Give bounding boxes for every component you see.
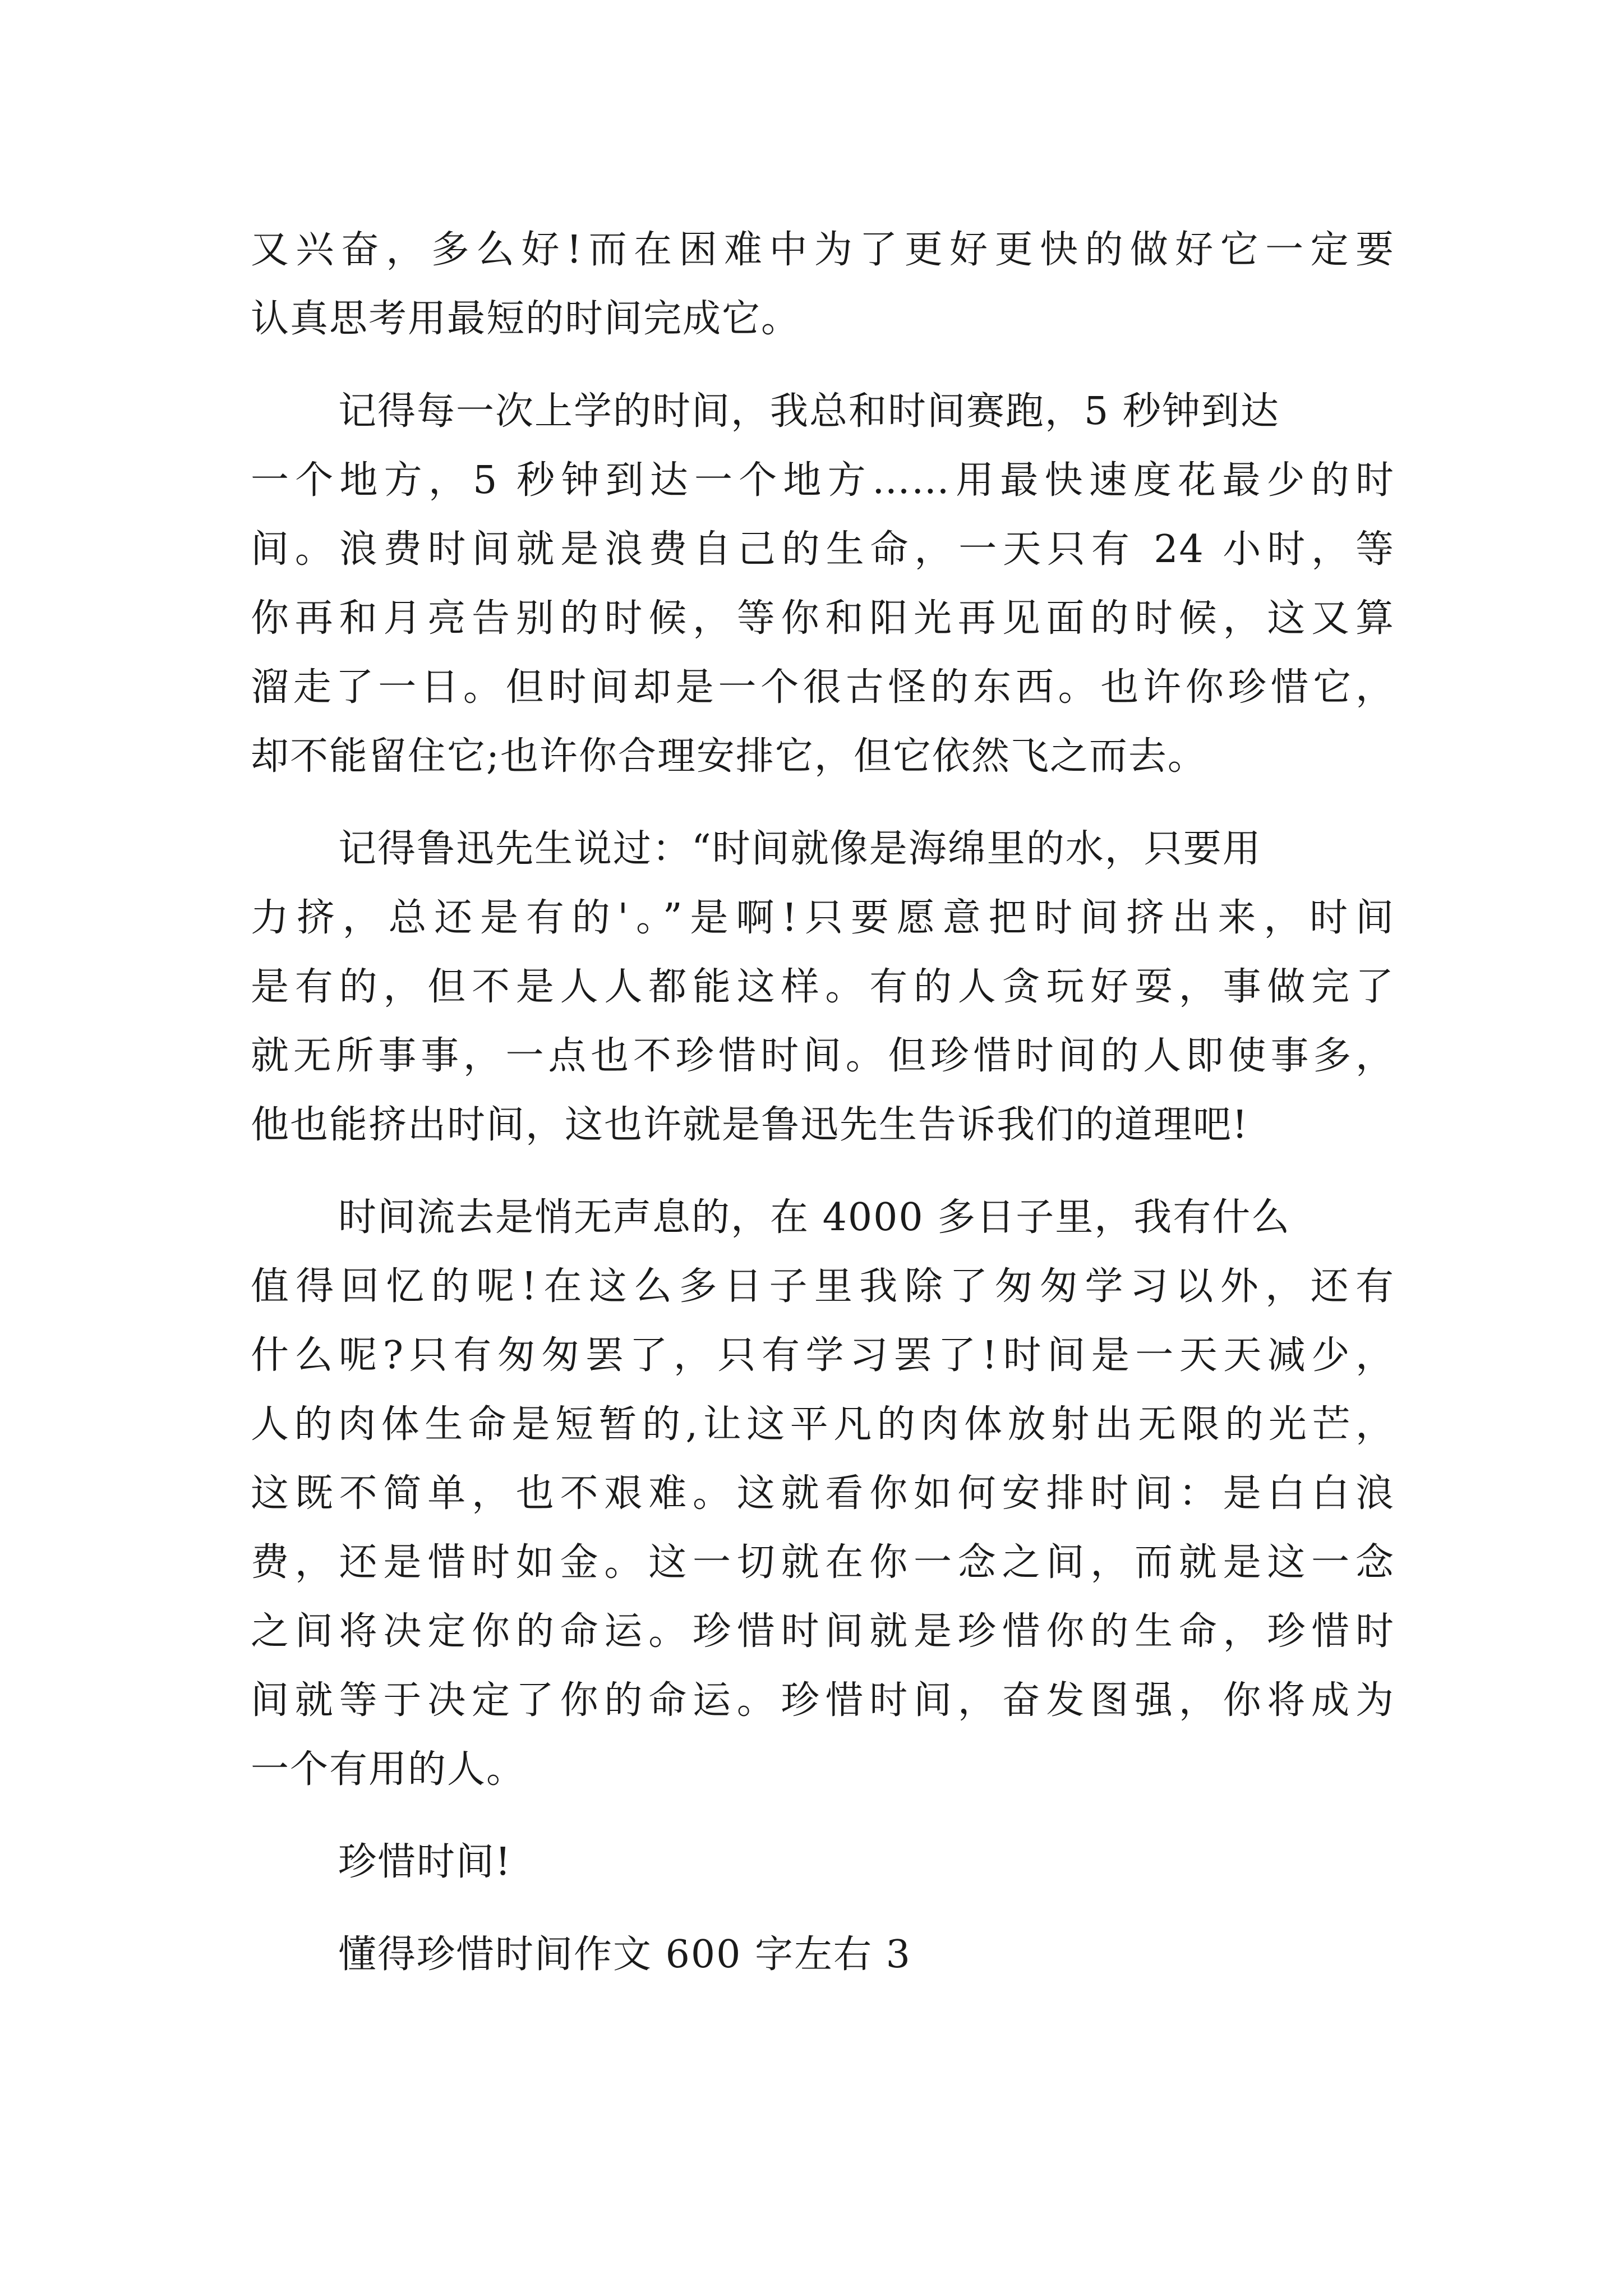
text-line: 你再和月亮告别的时候，等你和阳光再见面的时候，这又算 (251, 596, 1395, 641)
text-line: 力挤，总还是有的'。”是啊!只要愿意把时间挤出来，时间 (251, 896, 1395, 940)
text-line: 溜走了一日。但时间却是一个很古怪的东西。也许你珍惜它， (251, 665, 1395, 710)
text-line: 费，还是惜时如金。这一切就在你一念之间，而就是这一念 (251, 1540, 1395, 1585)
text-line: 记得每一次上学的时间，我总和时间赛跑，5 秒钟到达 (338, 389, 1280, 434)
text-line: 认真思考用最短的时间完成它。 (251, 297, 801, 341)
text-line: 之间将决定你的命运。珍惜时间就是珍惜你的生命，珍惜时 (251, 1609, 1395, 1654)
text-line: 却不能留住它;也许你合理安排它，但它依然飞之而去。 (251, 734, 1207, 779)
text-line: 珍惜时间! (338, 1840, 512, 1884)
text-line: 人的肉体生命是短暂的,让这平凡的肉体放射出无限的光芒， (251, 1402, 1395, 1447)
text-line: 记得鲁迅先生说过：“时间就像是海绵里的水，只要用 (338, 827, 1262, 871)
text-line: 什么呢?只有匆匆罢了，只有学习罢了!时间是一天天减少， (251, 1333, 1395, 1378)
section-heading: 懂得珍惜时间作文 600 字左右 3 (338, 1932, 911, 1977)
text-line: 时间流去是悄无声息的，在 4000 多日子里，我有什么 (338, 1195, 1291, 1240)
text-line: 一个有用的人。 (251, 1747, 526, 1792)
text-line: 他也能挤出时间，这也许就是鲁迅先生告诉我们的道理吧! (251, 1103, 1249, 1147)
text-line: 这既不简单，也不艰难。这就看你如何安排时间：是白白浪 (251, 1471, 1395, 1516)
text-line: 又兴奋，多么好!而在困难中为了更好更快的做好它一定要 (251, 228, 1395, 272)
text-line: 值得回忆的呢!在这么多日子里我除了匆匆学习以外，还有 (251, 1264, 1395, 1309)
text-line: 间就等于决定了你的命运。珍惜时间，奋发图强，你将成为 (251, 1678, 1395, 1723)
body-text (251, 215, 1395, 1989)
text-line: 就无所事事，一点也不珍惜时间。但珍惜时间的人即使事多， (251, 1034, 1395, 1078)
text-line: 一个地方，5 秒钟到达一个地方……用最快速度花最少的时 (251, 458, 1395, 503)
text-line: 间。浪费时间就是浪费自己的生命，一天只有 24 小时，等 (251, 527, 1395, 572)
text-line: 是有的，但不是人人都能这样。有的人贪玩好耍，事做完了 (251, 965, 1395, 1009)
